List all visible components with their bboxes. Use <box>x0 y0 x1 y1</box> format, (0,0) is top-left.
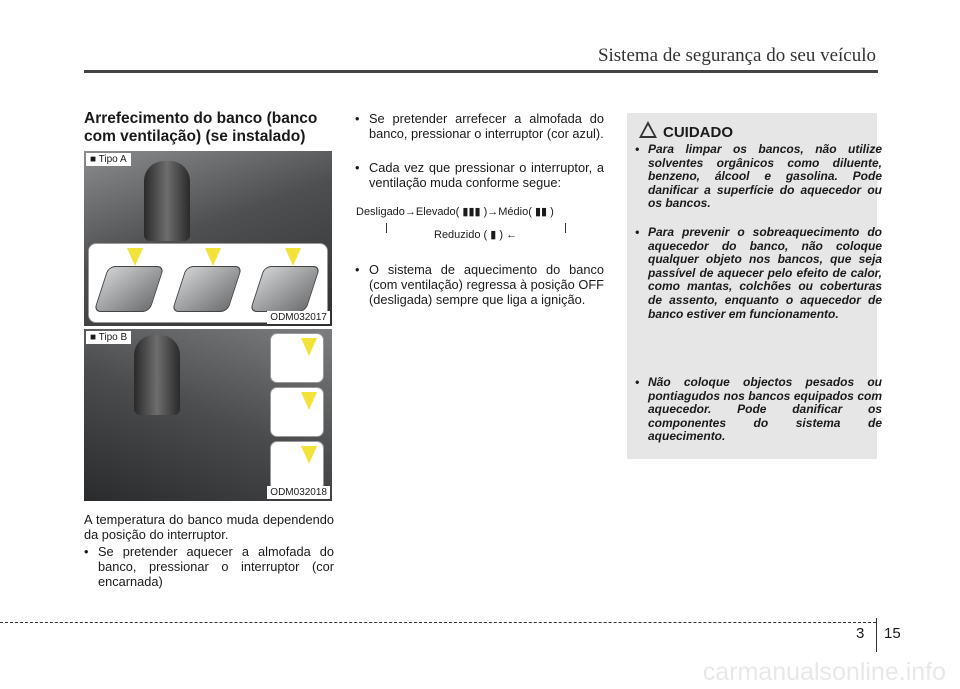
figure-type-b <box>84 329 332 501</box>
bullet-heat: • Se pretender aquecer a almofada do banco, pressionar o interruptor (cor encarnada) <box>84 544 334 589</box>
switch-inset-b3 <box>270 441 324 491</box>
caution-item: • Para prevenir o sobreaquecimento do aquecedor do banco, não coloque qualquer objeto nos bancos, que seja passível de aquecer pelo efeito de calor, como mantas, colchões ou coberturas de assento, enquanto o aquecedor de banco estiver em funcionamento. <box>635 225 882 321</box>
arrow-icon <box>285 248 301 266</box>
caution-box <box>627 113 882 459</box>
caution-item-text: Para prevenir o sobreaquecimento do aquecedor do banco, não coloque qualquer objeto nos bancos, que seja passível de aquecer pelo efeito de calor, como mantas, colchões ou coberturas de assento, enquanto o aquecedor de banco estiver em funcionamento. <box>648 225 882 321</box>
arrow-icon <box>127 248 143 266</box>
arrow-icon <box>301 338 317 356</box>
switch-inset-b1 <box>270 333 324 383</box>
gear-shift-image <box>144 161 190 241</box>
arrow-icon <box>205 248 221 266</box>
arrow-icon <box>301 446 317 464</box>
figure-tag-a: ■ Tipo A <box>86 153 131 166</box>
ventilation-sequence: Desligado→Elevado( ▮▮▮ )→Médio( ▮▮ ) <box>356 206 554 218</box>
arrow-icon <box>301 392 317 410</box>
section-number: 3 <box>856 625 865 642</box>
bullet-cool: • Se pretender arrefecer a almofada do banco, pressionar o interruptor (cor azul). <box>355 111 604 141</box>
figure-code-a: ODM032017 <box>267 311 330 324</box>
caution-item-text: Para limpar os bancos, não utilize solventes orgânicos como diluente, benzeno, álcool e gasolina. Pode danificar a superfície do aquecedor ou os bancos. <box>648 142 882 211</box>
ventilation-sequence-return: Reduzido ( ▮ ) ← <box>434 229 518 241</box>
bullet-cycle: • Cada vez que pressionar o interruptor, a ventilação muda conforme segue: <box>355 160 604 190</box>
switch-inset-b2 <box>270 387 324 437</box>
page-divider <box>876 618 877 652</box>
seat-switch-icon <box>94 266 165 312</box>
figure-type-a <box>84 151 332 326</box>
caution-item: • Não coloque objectos pesados ou pontiagudos nos bancos equipados com aquecedor. Pode danificar os componentes do sistema de aquecimento. <box>635 375 882 444</box>
bullet-off-text: O sistema de aquecimento do banco (com ventilação) regressa à posição OFF (desligada) sempre que liga a ignição. <box>369 262 604 307</box>
seat-switch-icon <box>172 266 243 312</box>
watermark: carmanualsonline.info <box>702 658 946 686</box>
header-title: Sistema de segurança do seu veículo <box>597 45 876 66</box>
caution-item-text: Não coloque objectos pesados ou pontiagudos nos bancos equipados com aquecedor. Pode danificar os componentes do sistema de aquecimento. <box>648 375 882 444</box>
page-number: 15 <box>884 625 901 642</box>
caution-item: • Para limpar os bancos, não utilize solventes orgânicos como diluente, benzeno, álcool e gasolina. Pode danificar a superfície do aquecedor ou os bancos. <box>635 142 882 211</box>
bullet-off: • O sistema de aquecimento do banco (com ventilação) regressa à posição OFF (desligada) sempre que liga a ignição. <box>355 262 604 307</box>
intro-paragraph: A temperatura do banco muda dependendo da posição do interruptor. <box>84 512 334 542</box>
seat-switch-icon <box>250 266 321 312</box>
gear-shift-image <box>134 335 180 415</box>
header-rule <box>84 70 878 73</box>
bullet-heat-text: Se pretender aquecer a almofada do banco, pressionar o interruptor (cor encarnada) <box>98 544 334 589</box>
footer-rule <box>0 622 876 623</box>
figure-tag-b: ■ Tipo B <box>86 331 131 344</box>
figure-code-b: ODM032018 <box>267 486 330 499</box>
bullet-cool-text: Se pretender arrefecer a almofada do banco, pressionar o interruptor (cor azul). <box>369 111 604 141</box>
section-title: Arrefecimento do banco (banco com ventilação) (se instalado) <box>84 110 318 145</box>
caution-title: CUIDADO <box>663 124 733 141</box>
bullet-cycle-text: Cada vez que pressionar o interruptor, a ventilação muda conforme segue: <box>369 160 604 190</box>
